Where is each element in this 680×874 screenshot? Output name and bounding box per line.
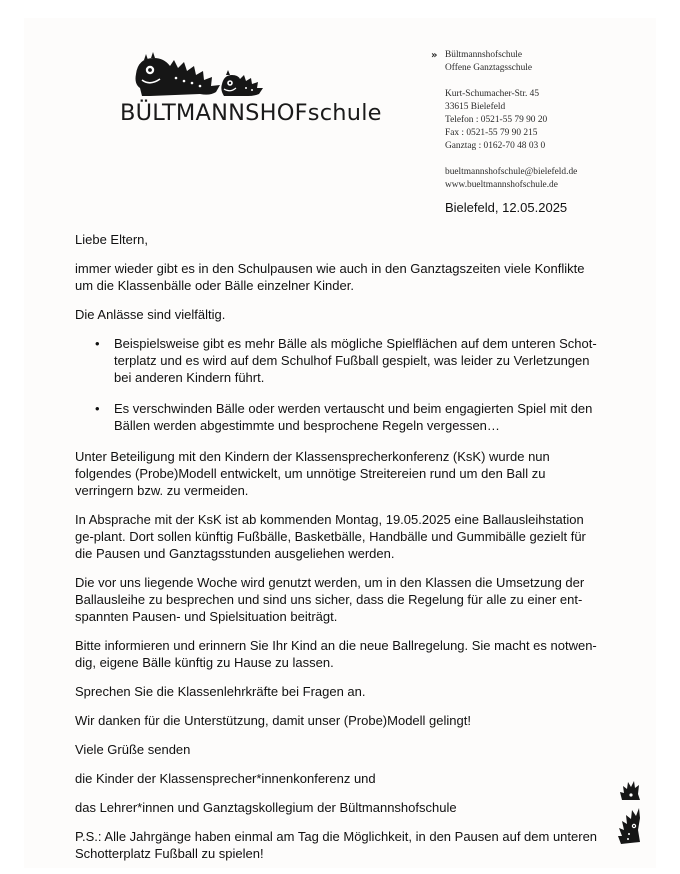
city: 33615 Bielefeld [445,102,506,112]
paragraph-5: Die vor uns liegende Woche wird genutzt werden, um in den Klassen die Umsetzung der Ballausleihe zu besprechen und sind uns sicher, dass die Regelung für alle zu einer ent-spannten Pausen- und Spielsituation beiträgt. [75,575,585,624]
paragraph-4: In Absprache mit der KsK ist ab kommenden Montag, 19.05.2025 eine Ballausleihstation ge-plant. Dort sollen künftig Fußbälle, Basketbälle, Handbälle und Gummibälle gezielt für die Pausen und Ganztagsstunden ausgeliehen werden. [75,512,586,561]
paragraph-1: immer wieder gibt es in den Schulpausen wie auch in den Ganztagszeiten viele Konflikte um die Klassenbälle oder Bälle einzelner Kinder. [75,261,585,293]
school-name: Bültmannshofschule [445,50,523,60]
paragraph-3: Unter Beteiligung mit den Kindern der Klassensprecherkonferenz (KsK) wurde nun folgendes (Probe)Modell entwickelt, um unnötige Streitereien rund um den Ball zu verringern bzw. zu vermeiden. [75,449,550,498]
closing: Viele Grüße senden [75,742,191,757]
paragraph-2: Die Anlässe sind vielfältig. [75,307,226,322]
logo-wordmark: BÜLTMANNSHOFschule [120,100,382,126]
letterhead-address [431,49,670,192]
salutation: Liebe Eltern, [75,232,148,247]
email-link[interactable]: bueltmannshofschule@bielefeld.de [445,167,578,177]
school-logo [120,48,382,126]
monster-decoration-icon [616,778,642,848]
monster-logo-icon [120,48,280,100]
double-chevron-icon: » [431,50,438,61]
paragraph-6: Bitte informieren und erinnern Sie Ihr Kind an die neue Ballregelung. Sie macht es notwen-dig, eigene Bälle künftig zu Hause zu lassen. [75,638,597,670]
website-link[interactable]: www.bueltmannshofschule.de [445,180,558,190]
signature-line-1: die Kinder der Klassensprecher*innenkonferenz und [75,771,376,786]
letter-date: Bielefeld, 12.05.2025 [445,200,568,215]
fax: Fax : 0521-55 79 90 215 [445,128,538,138]
ganztag-phone: Ganztag : 0162-70 48 03 0 [445,141,546,151]
street: Kurt-Schumacher-Str. 45 [445,89,540,99]
bullet-item: • Es verschwinden Bälle oder werden vertauscht und beim engagierten Spiel mit den Bällen werden abgestimmte und besprochene Regeln vergessen… [75,400,605,434]
postscript: P.S.: Alle Jahrgänge haben einmal am Tag die Möglichkeit, in den Pausen auf dem unteren Schotterplatz Fußball zu spielen! [75,829,598,861]
monster-decoration [616,778,642,853]
school-subtitle: Offene Ganztagsschule [445,63,533,73]
letter-body [75,231,605,874]
signature-line-2: das Lehrer*innen und Ganztagskollegium der Bültmannshofschule [75,800,457,815]
bullet-list [75,335,605,434]
bullet-item: • Beispielsweise gibt es mehr Bälle als mögliche Spielflächen auf dem unteren Schot-terplatz und es wird auf dem Schulhof Fußball gespielt, was leider zu Verletzungen bei anderen Kindern führt. [75,335,605,386]
paragraph-8: Wir danken für die Unterstützung, damit unser (Probe)Modell gelingt! [75,713,471,728]
phone: Telefon : 0521-55 79 90 20 [445,115,548,125]
paragraph-7: Sprechen Sie die Klassenlehrkräfte bei Fragen an. [75,684,366,699]
